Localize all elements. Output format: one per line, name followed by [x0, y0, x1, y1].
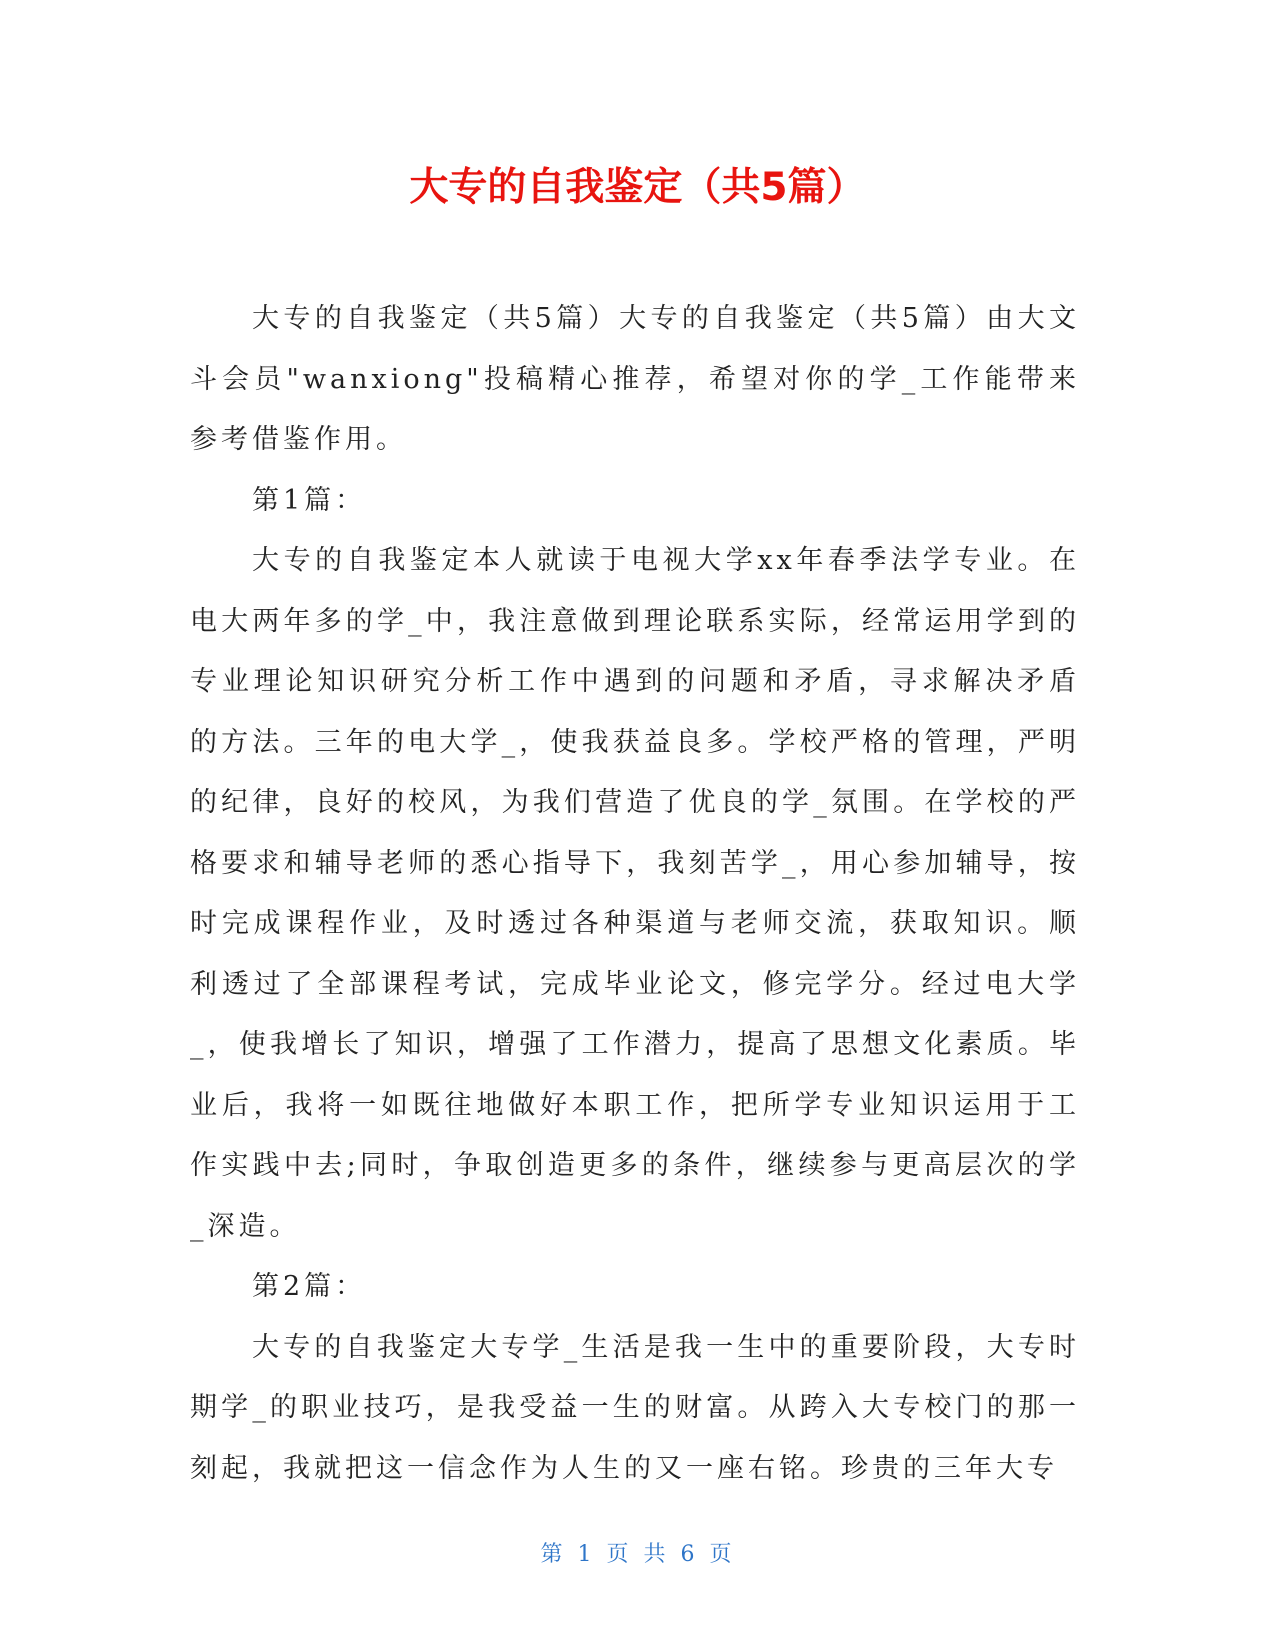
footer-total-pages: 6: [680, 1542, 698, 1567]
page-footer: [0, 1540, 1275, 1570]
intro-paragraph: 大专的自我鉴定（共5篇）大专的自我鉴定（共5篇）由大文斗会员"wanxiong"投稿精心推荐，希望对你的学_工作能带来参考借鉴作用。: [190, 303, 1080, 455]
footer-current-page: 1: [577, 1542, 595, 1567]
section-heading-2: 第2篇：: [252, 1271, 367, 1302]
section-1-paragraph: 大专的自我鉴定本人就读于电视大学xx年春季法学专业。在电大两年多的学_中，我注意做到理论联系实际，经常运用学到的专业理论知识研究分析工作中遇到的问题和矛盾，寻求解决矛盾的方法。三年的电大学_，使我获益良多。学校严格的管理，严明的纪律，良好的校风，为我们营造了优良的学_氛围。在学校的严格要求和辅导老师的悉心指导下，我刻苦学_，用心参加辅导，按时完成课程作业，及时透过各种渠道与老师交流，获取知识。顺利透过了全部课程考试，完成毕业论文，修完学分。经过电大学_，使我增长了知识，增强了工作潜力，提高了思想文化素质。毕业后，我将一如既往地做好本职工作，把所学专业知识运用于工作实践中去;同时，争取创造更多的条件，继续参与更高层次的学_深造。: [190, 545, 1080, 1242]
document-body: [190, 289, 1080, 1499]
footer-page-unit: 页: [606, 1542, 632, 1567]
section-2-paragraph: 大专的自我鉴定大专学_生活是我一生中的重要阶段，大专时期学_的职业技巧，是我受益一生的财富。从跨入大专校门的那一刻起，我就把这一信念作为人生的又一座右铭。珍贵的三年大专: [190, 1331, 1080, 1484]
section-heading-1: 第1篇：: [252, 484, 367, 516]
footer-total-label: 共: [643, 1542, 669, 1567]
document-title: 大专的自我鉴定（共5篇）: [409, 165, 866, 210]
footer-page-label: 第: [540, 1542, 566, 1567]
footer-total-unit: 页: [709, 1542, 735, 1567]
